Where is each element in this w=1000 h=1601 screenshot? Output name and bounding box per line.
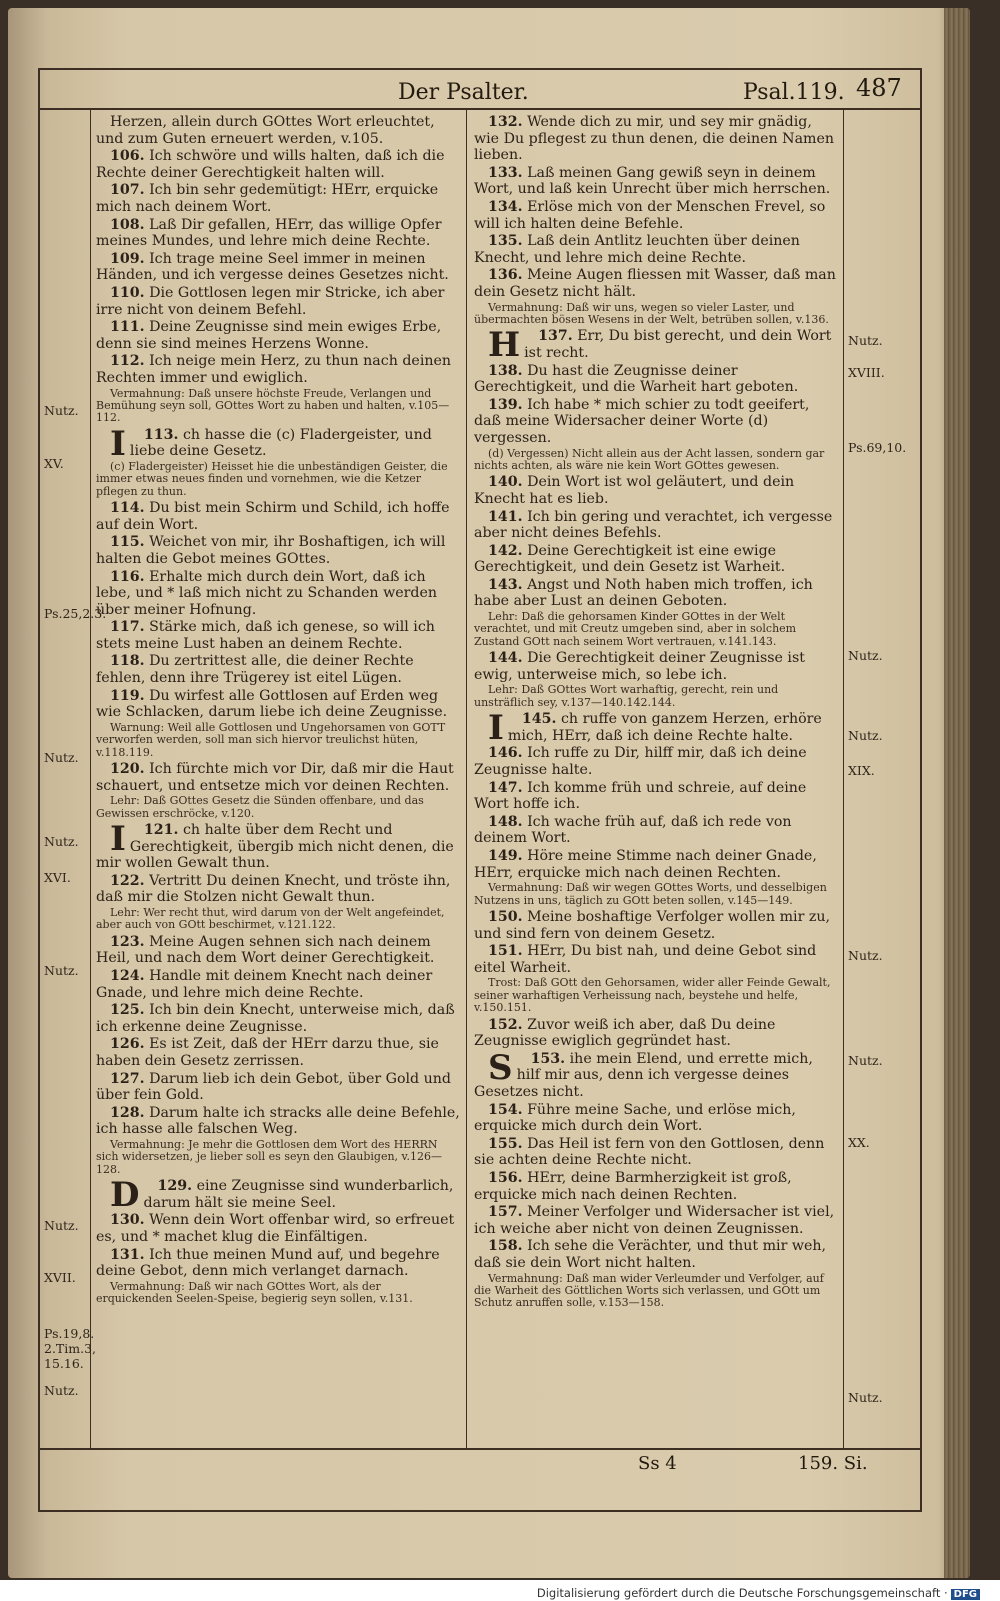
verse-text: Ich sehe die Verächter, und thut mir weh, daß sie dein Wort nicht halten. [474,1238,827,1271]
verse [96,1212,460,1245]
verse-number: 107. [110,182,145,199]
verse [474,577,838,610]
commentary-note [96,795,460,820]
verse-text: Darum halte ich stracks alle deine Befehle, ich hasse alle falschen Weg. [96,1104,460,1138]
verse [96,1175,460,1216]
margin-note: Ps.19,8. 2.Tim.3, 15.16. [44,1326,97,1371]
verse-number: 125. [110,1002,145,1019]
verse-text: ch ruffe von ganzem Herzen, erhöre mich, HErr, daß ich deine Rechte halte. [507,711,822,744]
verse-number: 128. [110,1104,145,1121]
verse [474,363,838,396]
verse-text: Erlöse mich von der Menschen Frevel, so will ich halten deine Befehle. [474,198,826,232]
verse-text: Err, Du bist gerecht, und dein Wort ist recht. [524,328,832,361]
verse-text: ihe mein Elend, und errette mich, hilf mir aus, denn ich vergesse deines Gesetzes nicht. [474,1050,813,1100]
verse-number: 132. [488,114,523,130]
verse-text: Du hast die Zeugnisse deiner Gerechtigkeit, und die Warheit hart geboten. [474,362,799,396]
verse [96,534,460,567]
verse-text: Angst und Noth haben mich troffen, ich habe aber Lust an deinen Geboten. [474,576,813,610]
dfg-logo: DFG [951,1589,980,1600]
verse [96,353,460,386]
verse [96,873,460,906]
verse-text: Darum lieb ich dein Gebot, über Gold und über fein Gold. [96,1070,451,1104]
verse-text: Vertritt Du deinen Knecht, und tröste ihn, daß mir die Stolzen nicht Gewalt thun. [96,872,451,906]
footer-rule [38,1448,922,1450]
margin-note: Nutz. [44,1383,79,1398]
margin-note: Ps.25,2.3. [44,606,107,621]
running-title: Der Psalter. [398,80,529,105]
verse-number: 148. [488,813,523,830]
verse-number: 153. [530,1050,566,1067]
verse-text: Laß meinen Gang gewiß seyn in deinem Wort, und laß kein Unrecht über mich herrschen. [474,164,831,198]
verse-number: 151. [488,943,523,960]
verse [474,1136,838,1169]
verse [474,543,838,576]
verse-number: 140. [488,474,523,491]
verse [474,909,838,942]
note-text: Vermahnung: Daß wir uns, wegen so vieler Laster, und übermachten bösen Wesens in der Welt, betrüben sollen, v.136. [474,300,829,326]
verse-number: 135. [488,233,523,250]
verse-number: 108. [110,216,145,233]
verse [96,653,460,686]
page-number: 487 [856,74,902,102]
commentary-note [96,388,460,425]
verse-number: 147. [488,779,523,796]
verse-text: HErr, Du bist nah, und deine Gebot sind eitel Warheit. [474,943,817,976]
verse-text: Deine Zeugnisse sind mein ewiges Erbe, denn sie sind meines Herzens Wonne. [96,319,442,352]
verse-text: Die Gerechtigkeit deiner Zeugnisse ist ewig, unterweise mich, so lebe ich. [474,650,805,683]
verse [474,325,838,366]
verse [96,251,460,284]
verse-text: Laß dein Antlitz leuchten über deinen Knecht, und lehre mich deine Rechte. [474,233,800,266]
commentary-note [474,977,838,1014]
margin-note: XVII. [44,1270,76,1285]
drop-initial: I [110,423,126,464]
verse [474,509,838,542]
verse-text: Ich bin dein Knecht, unterweise mich, daß ich erkenne deine Zeugnisse. [96,1002,455,1035]
catchword: 159. Si. [798,1453,868,1474]
margin-note: XVI. [44,870,71,885]
verse [474,848,838,881]
verse-text: Herzen, allein durch GOttes Wort erleuchtet, und zum Guten erneuert werden, v.105. [96,114,435,147]
commentary-note [474,882,838,907]
commentary-note [96,461,460,498]
note-text: Warnung: Weil alle Gottlosen und Ungehorsamen von GOTT verworfen werden, soll man sich hiervor treulichst hüten, v.118.119. [96,720,446,759]
verse [474,650,838,683]
verse [96,688,460,721]
verse-number: 117. [110,619,145,636]
margin-note: XX. [848,1135,870,1150]
verse [96,148,460,181]
verse-number: 157. [488,1204,523,1221]
verse-text: Ich fürchte mich vor Dir, daß mir die Haut schauert, und entsetze mich vor deinen Rechten. [96,761,454,794]
note-text: (c) Fladergeister) Heisset hie die unbeständigen Geister, die immer etwas neues finden und vornehmen, wie die Ketzer pflegen zu thun. [96,459,448,498]
verse-number: 121. [143,822,179,839]
verse [474,199,838,232]
verse-text: Meiner Verfolger und Widersacher ist viel, ich weiche aber nicht von deinen Zeugnissen. [474,1204,835,1237]
verse-text: Ich schwöre und wills halten, daß ich die Rechte deiner Gerechtigkeit halten will. [96,148,445,181]
note-text: (d) Vergessen) Nicht allein aus der Acht lassen, sondern gar nichts achten, als wäre nie kein Wort GOttes gewesen. [474,446,825,472]
verse-number: 150. [488,909,523,926]
verse-text: Erhalte mich durch dein Wort, daß ich lebe, und * laß mich nicht zu Schanden werden über meiner Hofnung. [96,568,438,618]
verse [96,319,460,352]
verse-number: 130. [110,1212,145,1229]
verse-text: Zuvor weiß ich aber, daß Du deine Zeugnisse ewiglich gegründet hast. [474,1016,776,1050]
verse [474,745,838,778]
verse [474,1170,838,1203]
margin-note: Nutz. [44,963,79,978]
drop-initial: I [488,708,504,749]
verse-text: eine Zeugnisse sind wunderbarlich, darum hält sie meine Seel. [143,1178,454,1211]
verse-number: 152. [488,1016,523,1033]
verse-number: 106. [110,148,145,165]
verse [96,1247,460,1280]
verse-number: 141. [488,508,523,525]
verse-text: Handle mit deinem Knecht nach deiner Gnade, und lehre mich deine Rechte. [96,968,433,1001]
margin-note: Nutz. [848,1390,883,1405]
verse-text: Deine Gerechtigkeit ist eine ewige Gerechtigkeit, und dein Gesetz ist Warheit. [474,542,786,576]
credit-text: Digitalisierung gefördert durch die Deutsche Forschungsgemeinschaft · [536,1586,948,1600]
verse [96,569,460,619]
verse-text: Ich trage meine Seel immer in meinen Händen, und ich vergesse deines Gesetzes nicht. [96,250,449,284]
verse-number: 114. [110,500,145,517]
verse-number: 138. [488,362,523,379]
verse-text: Wenn dein Wort offenbar wird, so erfreuet es, und * machet klug die Einfältigen. [96,1212,455,1245]
verse [96,217,460,250]
verse-text: Ich thue meinen Mund auf, und begehre deine Gebot, denn mich verlanget darnach. [96,1246,440,1280]
verse [474,165,838,198]
commentary-note [96,1281,460,1306]
note-text: Lehr: Daß die gehorsamen Kinder GOttes in der Welt verachtet, und mit Creutz umgeben sind, aber in solchem Zustand GOtt nach seinem Wort vertrauen, v.141.143. [474,610,797,648]
margin-note: XV. [44,456,64,471]
margin-note: XIX. [848,763,875,778]
verse-text: Das Heil ist fern von den Gottlosen, denn sie achten deine Rechte nicht. [474,1135,825,1169]
verse-number: 134. [488,198,523,215]
verse-text: Ich ruffe zu Dir, hilff mir, daß ich deine Zeugnisse halte. [474,745,807,779]
right-column [474,114,838,1444]
commentary-note [474,302,838,327]
verse-number: 119. [110,687,145,704]
note-text: Lehr: Daß GOttes Wort warhaftig, gerecht, rein und unsträflich sey, v.137—140.142.144. [474,683,779,709]
verse [474,1204,838,1237]
verse-number: 122. [110,872,145,889]
verse [474,943,838,976]
verse-number: 109. [110,250,145,267]
verse-text: Ich habe * mich schier zu todt geeifert, daß meine Widersacher deiner Worte (d) vergessen. [474,396,810,446]
verse [96,182,460,215]
margin-note: Nutz. [848,948,883,963]
verse-text: Wende dich zu mir, und sey mir gnädig, wie Du pflegest zu thun denen, die deinen Namen lieben. [474,114,835,164]
margin-note: Nutz. [44,1218,79,1233]
commentary-note [96,1139,460,1176]
verse-number: 136. [488,267,523,284]
margin-note: Nutz. [848,1053,883,1068]
verse-text: Ich neige mein Herz, zu thun nach deinen Rechten immer und ewiglich. [96,353,452,386]
verse-text: Laß Dir gefallen, HErr, das willige Opfer meines Mundes, und lehre mich deine Rechte. [96,216,442,250]
verse [474,708,838,749]
verse-text: Ich komme früh und schreie, auf deine Wort hoffe ich. [474,779,807,813]
margin-note: Nutz. [848,728,883,743]
commentary-note [474,684,838,709]
verse-number: 116. [110,568,145,585]
verse-text: Dein Wort ist wol geläutert, und dein Knecht hat es lieb. [474,474,795,507]
verse [96,114,460,147]
verse [474,1047,838,1101]
commentary-note [96,722,460,759]
drop-initial: H [488,325,521,366]
verse [96,500,460,533]
verse [96,819,460,872]
margin-note: Nutz. [848,333,883,348]
verse-number: 143. [488,576,523,593]
verse-text: Weichet von mir, ihr Boshaftigen, ich will halten die Gebot meines GOttes. [96,534,446,567]
verse-text: Du bist mein Schirm und Schild, ich hoffe auf dein Wort. [96,500,450,533]
verse-number: 142. [488,542,523,559]
verse-text: Führe meine Sache, und erlöse mich, erquicke mich durch dein Wort. [474,1101,796,1135]
verse-text: Du wirfest alle Gottlosen auf Erden weg wie Schlacken, darum liebe ich deine Zeugnisse. [96,687,448,721]
verse-number: 123. [110,933,145,950]
book-page [8,8,970,1578]
verse-text: Du zertrittest alle, die deiner Rechte fehlen, denn ihre Trügerey ist eitel Lügen. [96,653,414,687]
note-text: Vermahnung: Je mehr die Gottlosen dem Wort des HERRN sich widersetzen, je lieber soll es seyn den Glaubigen, v.126—128. [96,1137,442,1176]
verse-number: 137. [538,328,573,345]
verse-text: Ich bin gering und verachtet, ich vergesse aber nicht deines Befehls. [474,508,833,542]
drop-initial: I [110,819,126,860]
verse-number: 131. [110,1246,145,1263]
verse-number: 129. [157,1178,193,1195]
signature-mark: Ss 4 [638,1453,677,1474]
verse-number: 149. [488,848,523,865]
verse [474,780,838,813]
verse [96,1036,460,1069]
verse [96,968,460,1001]
commentary-note [96,907,460,932]
margin-note: XVIII. [848,365,885,380]
margin-note: Nutz. [44,834,79,849]
drop-initial: S [488,1047,513,1088]
verse-number: 124. [110,968,145,985]
verse [474,1017,838,1050]
verse-text: HErr, deine Barmherzigkeit ist groß, erquicke mich nach deinen Rechten. [474,1169,792,1203]
verse-number: 155. [488,1135,523,1152]
verse-number: 133. [488,164,523,181]
verse [474,814,838,847]
psalm-reference: Psal.119. [743,80,845,105]
verse [474,1238,838,1271]
verse-text: ch hasse die (c) Fladergeister, und liebe deine Gesetz. [129,426,432,460]
verse [96,619,460,652]
margin-note: Nutz. [44,403,79,418]
verse-number: 115. [110,534,145,551]
verse [96,1002,460,1035]
verse-number: 110. [110,284,145,301]
digitization-credit [0,1580,1000,1601]
verse-number: 144. [488,650,523,667]
note-text: Trost: Daß GOtt den Gehorsamen, wider aller Feinde Gewalt, seiner warhaftigen Verheissung nach, beystehe und helfe, v.150.151. [474,976,831,1015]
verse-text: Meine Augen sehnen sich nach deinem Heil, und nach dem Wort deiner Gerechtigkeit. [96,933,435,967]
verse-number: 112. [110,353,145,370]
verse [96,1105,460,1138]
page-edge [944,8,970,1578]
note-text: Vermahnung: Daß wir wegen GOttes Worts, und desselbigen Nutzens in uns, täglich zu GOtt beten sollen, v.145—149. [474,881,827,907]
verse-number: 127. [110,1070,145,1087]
commentary-note [474,611,838,648]
verse-number: 126. [110,1036,145,1053]
column-divider [466,108,467,1448]
verse [96,423,460,464]
verse-text: Stärke mich, daß ich genese, so will ich stets meine Lust haben an deinem Rechte. [96,619,435,652]
verse-number: 118. [110,653,145,670]
commentary-note [474,1273,838,1310]
verse-number: 113. [143,426,179,443]
verse-text: ch halte über dem Recht und Gerechtigkeit, übergib mich nicht denen, die mir wollen Gewalt thun. [96,822,454,872]
verse-text: Meine Augen fliessen mit Wasser, daß man dein Gesetz nicht hält. [474,267,836,300]
margin-note: Nutz. [848,648,883,663]
note-text: Vermahnung: Daß unsere höchste Freude, Verlangen und Bemühung seyn soll, GOttes Wort zu haben und halten, v.105—112. [96,386,450,425]
verse-number: 139. [488,396,523,413]
verse-text: Es ist Zeit, daß der HErr darzu thue, sie haben dein Gesetz zerrissen. [96,1036,439,1069]
margin-note: Nutz. [44,750,79,765]
verse [474,114,838,164]
verse-number: 156. [488,1169,523,1186]
verse-text: Die Gottlosen legen mir Stricke, ich aber irre nicht von deinem Befehl. [96,284,445,318]
verse [96,761,460,794]
commentary-note [474,448,838,473]
note-text: Lehr: Wer recht thut, wird darum von der Welt angefeindet, aber auch von GOtt beschirmet, v.121.122. [96,906,445,932]
verse-text: Meine boshaftige Verfolger wollen mir zu, und sind fern von deinem Gesetz. [474,909,830,942]
verse [96,934,460,967]
verse-number: 120. [110,761,145,778]
verse-number: 146. [488,745,523,762]
verse-number: 111. [110,319,145,336]
verse-text: Höre meine Stimme nach deiner Gnade, HErr, erquicke mich nach deinen Rechten. [474,848,817,881]
verse [474,267,838,300]
verse-number: 145. [521,711,557,728]
verse [474,474,838,507]
verse-number: 158. [488,1238,523,1255]
verse [96,285,460,318]
margin-note: Ps.69,10. [848,440,907,455]
verse [474,1102,838,1135]
verse [474,397,838,447]
verse-number: 154. [488,1101,523,1118]
note-text: Vermahnung: Daß wir nach GOttes Wort, als der erquickenden Seelen-Speise, begierig seyn sollen, v.131. [96,1279,413,1306]
note-text: Vermahnung: Daß man wider Verleumder und Verfolger, auf die Warheit des Göttlichen Worts sich verlassen, und GOtt um Schutz anruffen solle, v.153—158. [474,1271,824,1310]
verse-text: Ich bin sehr gedemütigt: HErr, erquicke mich nach deinem Wort. [96,182,439,215]
verse [96,1071,460,1104]
left-column [96,114,460,1444]
note-text: Lehr: Daß GOttes Gesetz die Sünden offenbare, und das Gewissen erschröcke, v.120. [96,794,424,820]
drop-initial: D [110,1175,140,1216]
verse [474,233,838,266]
verse-text: Ich wache früh auf, daß ich rede von deinem Wort. [474,813,792,847]
